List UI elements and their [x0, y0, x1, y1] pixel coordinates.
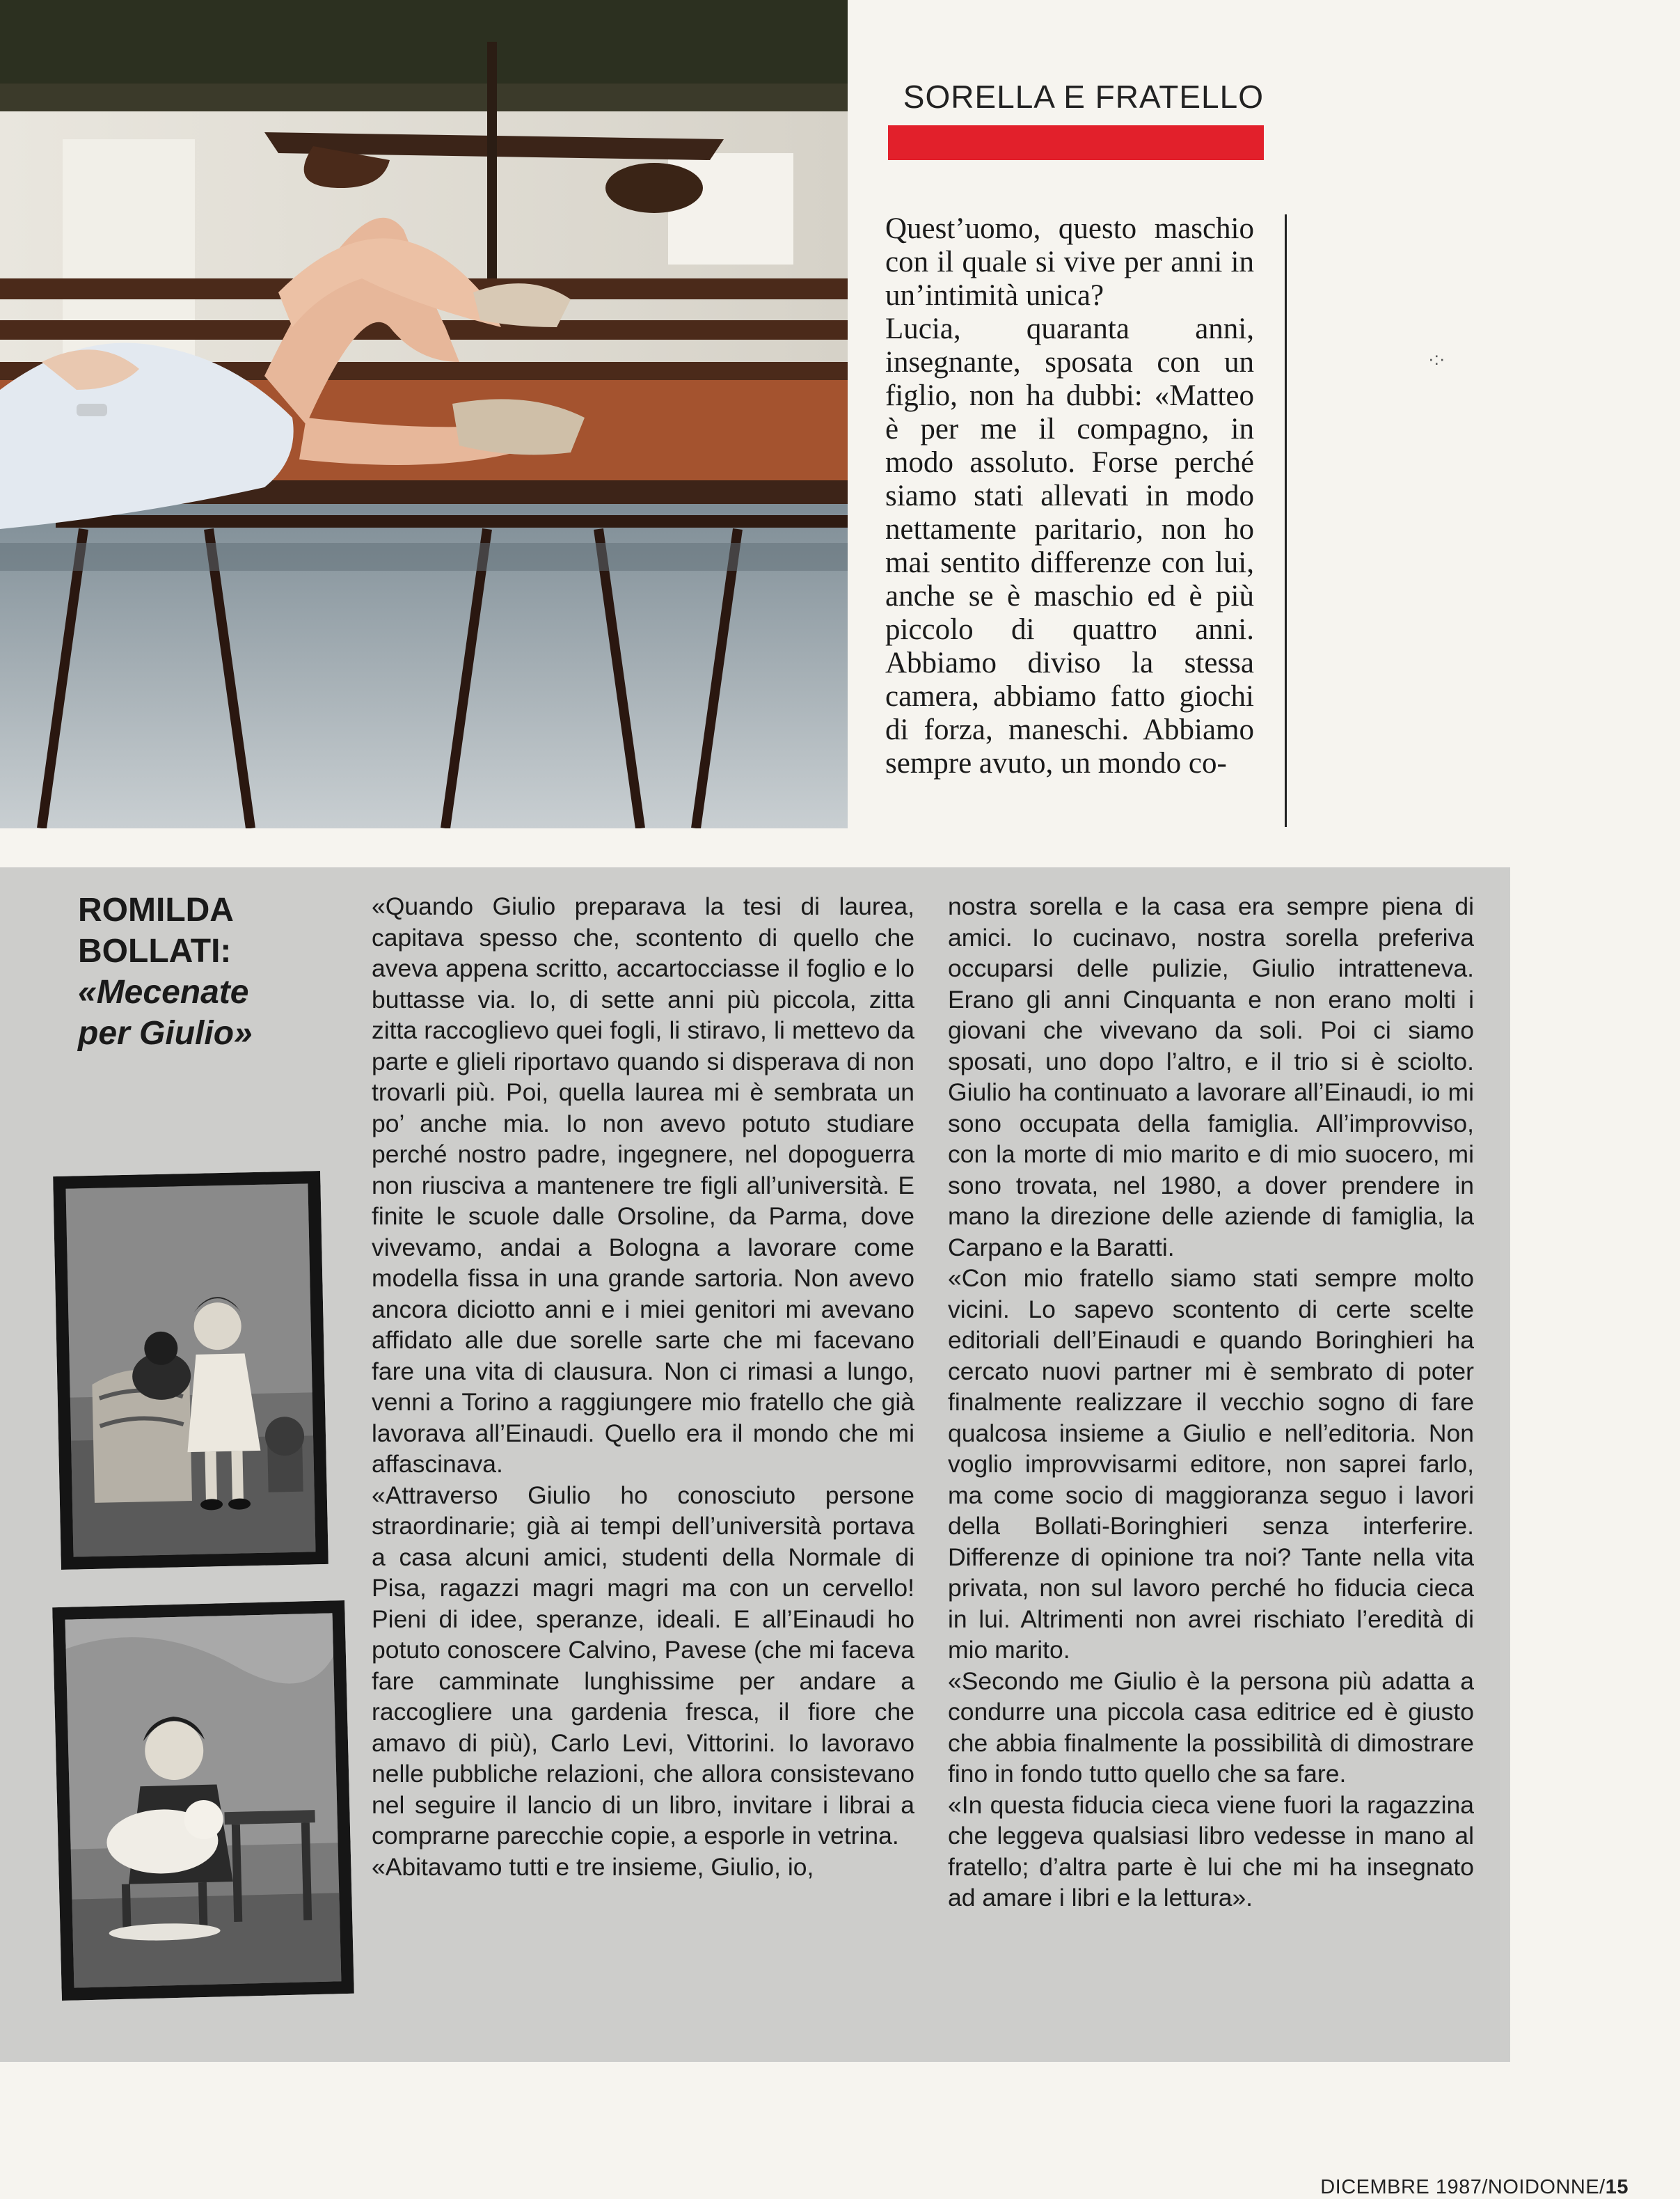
sidebar-paragraph: «Attraverso Giulio ho conosciuto persone straordinarie; già ai tempi dell’università portava a casa alcuni amici, studenti della Normale di Pisa, ragazzi magri magri ma con un cervello! Pieni di idee, speranze, ideali. E all’Einaudi ho potuto conoscere Calvino, Pavese (che mi faceva fare camminate lunghissime per andare a raccogliere una gardenia fresca, il fiore che amavo di più), Carlo Levi, Vittorini. Io lavoravo nelle pubbliche relazioni, che allora consistevano nel seguire il lancio di un libro, invitare i librai a comprarne parecchie copie, a esporle in vetrina. — [372, 1481, 914, 1850]
sidebar-subtitle: «Mecenate per Giulio» — [78, 974, 253, 1052]
sidebar-heading — [78, 890, 308, 1054]
intro-column — [885, 212, 1254, 832]
column-rule — [1285, 214, 1287, 827]
sidebar-paragraph: «Abitavamo tutti e tre insieme, Giulio, io, — [372, 1852, 814, 1881]
section-accent-bar — [888, 125, 1264, 160]
sidebar-paragraph: «Con mio fratello siamo stati sempre molto vicini. Lo sapevo scontento di certe scelte editoriali dell’Einaudi e quando Boringhieri ha cercato nuovi partner mi è sembrato di poter finalmente realizzare il vecchio sogno di fare qualcosa insieme a Giulio e nell’editoria. Non voglio improvvisarmi editore, non saprei farlo, ma come socio di maggioranza seguo i lavori della Bollati-Boringhieri senza interferire. Differenze di opinione tra noi? Tante nella vita privata, non sul lavoro perché ho fiducia cieca in lui. Altrimenti non avrei rischiato l’eredità di mio marito. — [948, 1264, 1474, 1664]
section-title: SORELLA E FRATELLO — [903, 79, 1264, 115]
sidebar-paragraph: «Quando Giulio preparava la tesi di laurea, capitava spesso che, scontento di quello che aveva appena scritto, accartocciasse il foglio e lo buttasse via. Io, di sette anni più piccola, zitta zitta raccoglievo quei fogli, li stiravo, li mettevo da parte e glieli riportavo quando si disperava di non trovarli più. Poi, quella laurea mi è sembrata un po’ anche mia. Io non avevo potuto studiare perché nostro padre, ingegnere, nel dopoguerra non riusciva a mantenere tre figli all’università. E finite le scuole dalle Orsoline, da Parma, dove vivevamo, andai a Bologna a lavorare come modella fissa in una grande sartoria. Non avevo ancora diciotto anni e i miei genitori mi avevano affidato alle due sorelle sarte che mi facevano fare una vita di clausura. Non ci rimasi a lungo, venni a Torino a raggiungere mio fratello che già lavorava all’Einaudi. Quello era il mondo che mi affascinava. — [372, 892, 914, 1478]
page-number: 15 — [1605, 2176, 1629, 2198]
sidebar-paragraph: «In questa fiducia cieca viene fuori la ragazzina che leggeva qualsiasi libro vedesse in mano al fratello; d’altra parte è lui che mi ha insegnato ad amare i libri e la lettura». — [948, 1790, 1474, 1912]
sidebar-column-right — [948, 891, 1474, 2047]
intro-paragraph: Lucia, quaranta anni, insegnante, sposata con un figlio, non ha dubbi: «Matteo è per me il compagno, in modo assoluto. Forse perché siamo stati allevati in modo nettamente paritario, non ho mai sentito differenze con lui, anche se è maschio ed è più piccolo di quattro anni. Abbiamo diviso la stessa camera, abbiamo fatto giochi di forza, maneschi. Abbiamo sempre avuto, un mondo co- — [885, 313, 1254, 780]
cover-photo-woman-on-bench — [0, 0, 848, 828]
page-footer — [1114, 2176, 1629, 2199]
sidebar-column-left — [372, 891, 914, 2047]
childhood-photo-girl-standing — [53, 1171, 328, 1570]
issue-line: DICEMBRE 1987/NOIDONNE/ — [1320, 2176, 1606, 2198]
childhood-photo-boy-with-dog — [52, 1600, 354, 2001]
sidebar-paragraph: nostra sorella e la casa era sempre piena di amici. Io cucinavo, nostra sorella preferiva occuparsi delle pulizie, Giulio intratteneva. Erano gli anni Cinquanta e non erano molti i giovani che vivevano da soli. Poi ci siamo sposati, uno dopo l’altro, e il trio si è sciolto. Giulio ha continuato a lavorare all’Einaudi, io mi sono occupata della famiglia. All’improvviso, con la morte di mio marito e di mio suocero, mi sono trovata, nel 1980, a dover prendere in mano la direzione delle aziende di famiglia, la Carpano e la Baratti. — [948, 892, 1474, 1261]
print-speck: ·:· — [1428, 348, 1445, 369]
sidebar-title: ROMILDA BOLLATI: — [78, 892, 233, 970]
sidebar-paragraph: «Secondo me Giulio è la persona più adatta a condurre una piccola casa editrice ed è giusto che abbia finalmente la possibilità di dimostrare fino in fondo tutto quello che sa fare. — [948, 1666, 1474, 1788]
intro-paragraph: Quest’uomo, questo maschio con il quale si vive per anni in un’intimità unica? — [885, 212, 1254, 312]
